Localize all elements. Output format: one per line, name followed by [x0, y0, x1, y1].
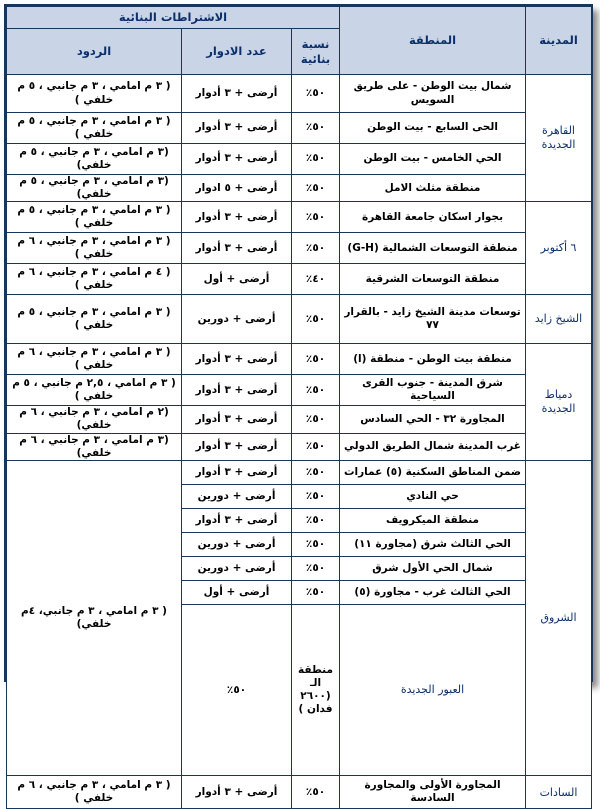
- percentage-cell: ٥٠٪: [182, 604, 292, 776]
- table-row: [7, 144, 592, 175]
- setback-cell: (٢ م امامي ، ٣ م جانبي ، ٦ م خلفي): [7, 406, 182, 433]
- area-cell: الحي الخامس - بيت الوطن: [340, 144, 526, 175]
- table-row: [7, 75, 592, 113]
- area-cell: شمال بيت الوطن - على طريق السويس: [340, 75, 526, 113]
- header-requirements: الاشتراطات البنائية: [7, 7, 340, 29]
- percentage-cell: ٥٠٪: [292, 484, 340, 508]
- header-setbacks: الردود: [7, 29, 182, 75]
- area-cell: الحي الثالث شرق (مجاورة ١١): [340, 532, 526, 556]
- area-cell: منطقة بيت الوطن - منطقة (ا): [340, 344, 526, 375]
- city-cell: القاهرة الجديدة: [526, 75, 592, 202]
- area-cell: بجوار اسكان جامعة القاهرة: [340, 202, 526, 233]
- table-row: [7, 295, 592, 344]
- table-row: [7, 202, 592, 233]
- header-floors: عدد الادوار: [182, 29, 292, 75]
- setback-cell: ( ٣ م امامي ، ٣ م جانبي ، ٥ م خلفي ): [7, 113, 182, 144]
- table-row: [7, 344, 592, 375]
- floors-cell: أرضى + دورين: [182, 484, 292, 508]
- floors-cell: أرضى + ٣ أدوار: [182, 75, 292, 113]
- area-cell: حي النادي: [340, 484, 526, 508]
- area-cell: المجاورة الأولى والمجاورة السادسة: [340, 776, 526, 809]
- setback-cell: (٣ م امامي ، ٣ م جانبي ، ٥ م خلفي): [7, 144, 182, 175]
- header-percentage: نسبة بنائية: [292, 29, 340, 75]
- percentage-cell: ٤٠٪: [292, 264, 340, 295]
- table-body: [7, 75, 592, 809]
- percentage-cell: ٥٠٪: [292, 508, 340, 532]
- setback-cell: ( ٣ م امامي ، ٣ م جانبي ، ٥ م خلفي ): [7, 295, 182, 344]
- floors-cell: أرضى + دورين: [182, 556, 292, 580]
- city-cell: العبور الجديدة: [340, 604, 526, 776]
- setback-cell: ( ٣ م امامي ، ٣ م جانبي ، ٥ م خلفي ): [7, 75, 182, 113]
- area-cell: منطقة مثلث الامل: [340, 175, 526, 202]
- area-cell: توسعات مدينة الشيخ زايد - بالقرار ٧٧: [340, 295, 526, 344]
- header-city: المدينة: [526, 7, 592, 75]
- percentage-cell: ٥٠٪: [292, 532, 340, 556]
- percentage-cell: ٥٠٪: [292, 406, 340, 433]
- area-cell: المجاورة ٣٢ - الحي السادس: [340, 406, 526, 433]
- area-cell: منطقة التوسعات الشرقية: [340, 264, 526, 295]
- floors-cell: أرضى + ٣ أدوار: [182, 508, 292, 532]
- floors-cell: أرضى + ٣ أدوار: [182, 233, 292, 264]
- table-row: [7, 264, 592, 295]
- percentage-cell: ٥٠٪: [292, 776, 340, 809]
- setback-cell: ( ٣ م امامي ، ٣ م جانبي ، ٦ م خلفي ): [7, 776, 182, 809]
- table-row: [7, 375, 592, 406]
- setback-cell: ( ٣ م امامي ، ٣ م جانبي ، ٦ م خلفي ): [7, 233, 182, 264]
- city-cell: ٦ أكتوبر: [526, 202, 592, 295]
- percentage-cell: ٥٠٪: [292, 113, 340, 144]
- percentage-cell: ٥٠٪: [292, 175, 340, 202]
- header-area: المنطقة: [340, 7, 526, 75]
- percentage-cell: ٥٠٪: [292, 233, 340, 264]
- area-cell: منطقة الميكرويف: [340, 508, 526, 532]
- floors-cell: أرضى + دورين: [182, 532, 292, 556]
- floors-cell: أرضى + ٥ ادوار: [182, 175, 292, 202]
- setback-cell: (٣ م امامي ، ٣ م جانبي ، ٦ م خلفي): [7, 433, 182, 460]
- area-cell: منطقة التوسعات الشمالية (G-H): [340, 233, 526, 264]
- setback-cell: ( ٣ م امامي ، ٣ م جانبي، ٤م خلفي): [7, 460, 182, 776]
- area-cell: الحى السابع - بيت الوطن: [340, 113, 526, 144]
- city-cell: الشروق: [526, 460, 592, 776]
- setback-cell: ( ٤ م امامي ، ٣ م جانبي ، ٦ م خلفي ): [7, 264, 182, 295]
- floors-cell: أرضى + ٣ أدوار: [182, 144, 292, 175]
- table-row: [7, 776, 592, 809]
- percentage-cell: ٥٠٪: [292, 556, 340, 580]
- percentage-cell: ٥٠٪: [292, 375, 340, 406]
- floors-cell: أرضى + ٣ أدوار: [182, 406, 292, 433]
- area-cell: شرق المدينة - جنوب القرى السياحية: [340, 375, 526, 406]
- percentage-cell: ٥٠٪: [292, 433, 340, 460]
- area-cell: الحي الثالث غرب - مجاورة (٥): [340, 580, 526, 604]
- floors-cell: أرضى + ٣ أدوار: [182, 375, 292, 406]
- floors-cell: أرضى + ٣ أدوار: [182, 344, 292, 375]
- percentage-cell: ٥٠٪: [292, 344, 340, 375]
- area-cell: ضمن المناطق السكنية (٥) عمارات: [340, 460, 526, 484]
- table-row: [7, 233, 592, 264]
- table-frame: [4, 4, 593, 805]
- table-row: [7, 433, 592, 460]
- floors-cell: أرضى + ٣ أدوار: [182, 433, 292, 460]
- floors-cell: أرضى + ٣ أدوار: [182, 202, 292, 233]
- floors-cell: أرضى + ٣ أدوار: [182, 460, 292, 484]
- percentage-cell: ٥٠٪: [292, 202, 340, 233]
- area-cell: غرب المدينة شمال الطريق الدولي: [340, 433, 526, 460]
- setback-cell: (٣ م امامي ، ٣ م جانبي ، ٥ م خلفي): [7, 175, 182, 202]
- setback-cell: ( ٣ م امامي ، ٢,٥ م جانبي ، ٥ م خلفي ): [7, 375, 182, 406]
- area-cell: شمال الحي الأول شرق: [340, 556, 526, 580]
- setback-cell: ( ٣ م امامي ، ٣ م جانبي ، ٦ م خلفي ): [7, 344, 182, 375]
- floors-cell: أرضى + ٣ أدوار: [182, 113, 292, 144]
- city-cell: السادات: [526, 776, 592, 809]
- percentage-cell: ٥٠٪: [292, 295, 340, 344]
- area-cell: منطقة الـ (٢٦٠٠ فدان ): [292, 604, 340, 776]
- floors-cell: أرضى + دورين: [182, 295, 292, 344]
- table-row: [7, 406, 592, 433]
- city-cell: دمياط الجديدة: [526, 344, 592, 461]
- percentage-cell: ٥٠٪: [292, 144, 340, 175]
- floors-cell: أرضى + أول: [182, 580, 292, 604]
- table-row: [7, 460, 592, 484]
- floors-cell: أرضى + ٣ أدوار: [182, 776, 292, 809]
- table-row: [7, 113, 592, 144]
- floors-cell: أرضى + أول: [182, 264, 292, 295]
- percentage-cell: ٥٠٪: [292, 460, 340, 484]
- table-row: [7, 175, 592, 202]
- setback-cell: ( ٣ م امامي ، ٣ م جانبي ، ٥ م خلفي ): [7, 202, 182, 233]
- percentage-cell: ٥٠٪: [292, 75, 340, 113]
- percentage-cell: ٥٠٪: [292, 580, 340, 604]
- city-cell: الشيخ زايد: [526, 295, 592, 344]
